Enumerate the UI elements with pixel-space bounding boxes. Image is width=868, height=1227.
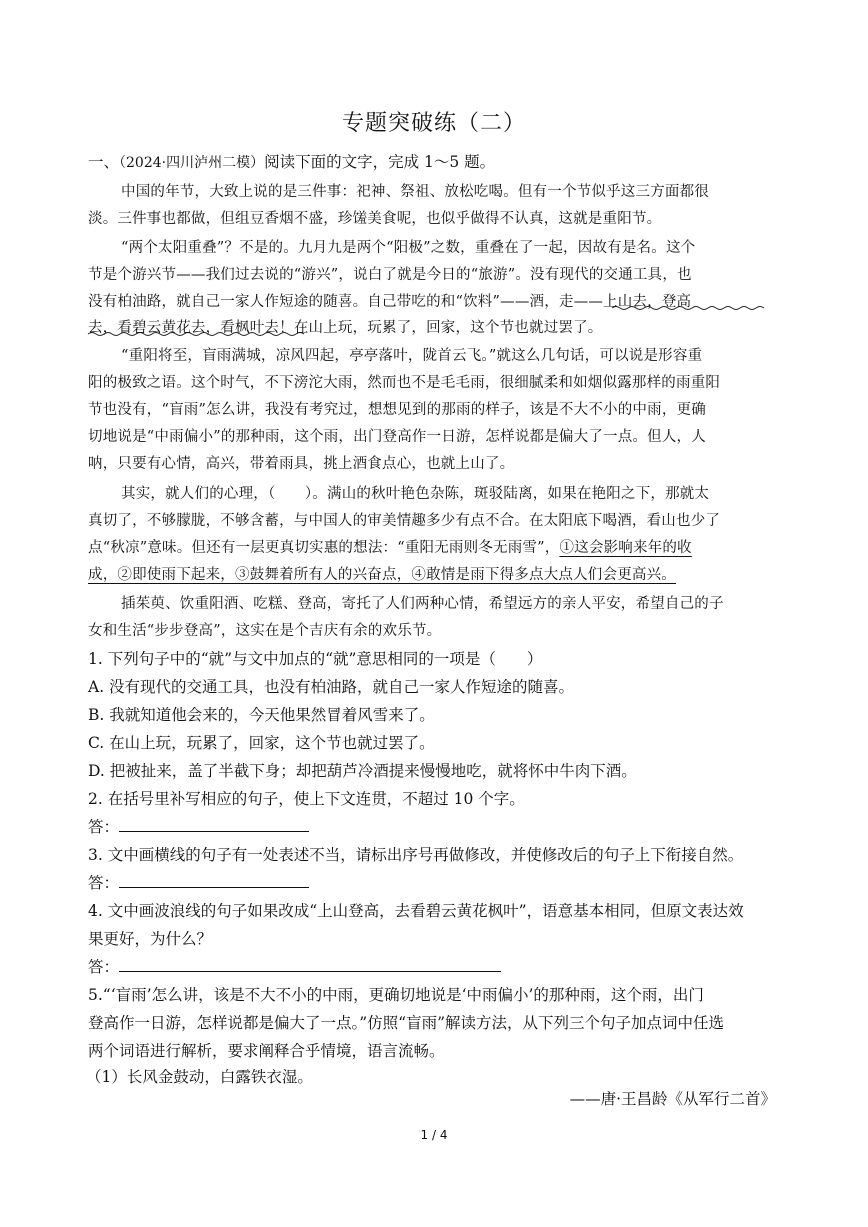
passage-line: 淡。三件事也都做，但组豆香烟不盛，珍馐美食呢，也似乎做得不认真，这就是重阳节。 bbox=[88, 211, 662, 227]
page-title: 专题突破练（二） bbox=[341, 111, 526, 136]
section-number: 一、 bbox=[88, 153, 120, 171]
page-number: 1 / 4 bbox=[420, 1128, 448, 1142]
answer-blank bbox=[119, 817, 309, 832]
question-1-option-b: B. 我就知道他会来的，今天他果然冒着风雪来了。 bbox=[88, 706, 435, 724]
answer-label: 答： bbox=[88, 958, 120, 976]
question-5-sentence-1: （1）长风金鼓动，白露铁衣湿。 bbox=[86, 1068, 313, 1086]
question-5: 5.“‘盲雨’怎么讲，该是不大不小的中雨，更确切地说是‘中雨偏小’的那种雨，这个雨，出门 bbox=[88, 986, 704, 1004]
passage-line: “两个太阳重叠”？不是的。九月九是两个“阳极”之数，重叠在了一起，因故有是名。这个 bbox=[121, 240, 696, 256]
underlined-sentence-part: 成，②即使雨下起来，③鼓舞着所有人的兴奋点，④敢情是雨下得多点大点人们会更高兴。 bbox=[88, 567, 676, 583]
answer-blank bbox=[119, 957, 501, 972]
question-3: 3. 文中画横线的句子有一处表述不当，请标出序号再做修改，并使修改后的句子上下衔接自然。 bbox=[88, 846, 744, 864]
source-label: （2024·四川泸州二模） bbox=[119, 155, 265, 171]
instruction-text: 阅读下面的文字，完成 1～5 题。 bbox=[264, 153, 496, 171]
passage-line: 其实，就人们的心理，（ ）。满山的秋叶艳色杂陈，斑驳陆离，如果在艳阳之下，那就太 bbox=[121, 486, 710, 502]
passage-line bbox=[88, 563, 676, 584]
passage-line: 插茱萸、饮重阳酒、吃糕、登高，寄托了人们两种心情，希望远方的亲人平安，希望自己的子 bbox=[121, 596, 724, 612]
answer-line bbox=[88, 871, 309, 893]
passage-text: 在山上玩，玩累了，回家，这个节也就过罢了。 bbox=[293, 320, 603, 336]
answer-label: 答： bbox=[88, 818, 120, 836]
passage-line: 女和生活“步步登高”，这实在是个吉庆有余的欢乐节。 bbox=[88, 623, 442, 639]
passage-line: 呐，只要有心情，高兴，带着雨具，挑上酒食点心，也就上山了。 bbox=[88, 456, 515, 472]
question-4: 4. 文中画波浪线的句子如果改成“上山登高，去看碧云黄花枫叶”，语意基本相同，但原文表达效 bbox=[88, 902, 744, 920]
question-4-continued: 果更好，为什么？ bbox=[88, 930, 213, 948]
question-5-continued: 登高作一日游，怎样说都是偏大了一点。”仿照“盲雨”解读方法，从下列三个句子加点词中任选 bbox=[88, 1014, 725, 1032]
underlined-sentence-part: ①这会影响来年的收 bbox=[559, 540, 692, 556]
passage-line: 真切了，不够朦胧，不够含蓄，与中国人的审美情趣多少有点不合。在太阳底下喝酒，看山也少了 bbox=[88, 513, 721, 529]
wavy-sentence-part: 走——上山去，登高 bbox=[558, 294, 692, 310]
section-intro bbox=[88, 150, 495, 172]
answer-line bbox=[88, 815, 309, 837]
answer-blank bbox=[119, 873, 309, 888]
passage-line: 切地说是“中雨偏小”的那种雨，这个雨，出门登高作一日游，怎样说都是偏大了一点。但人，人 bbox=[88, 429, 706, 445]
question-1: 1. 下列句子中的“就”与文中加点的“就”意思相同的一项是（ ） bbox=[88, 650, 543, 668]
passage-text: 没有柏油路，就自己一家人作短途的随喜。自己带吃的和“饮料”——酒， bbox=[88, 294, 559, 310]
passage-line: 节也没有，“盲雨”怎么讲，我没有考究过，想想见到的那雨的样子，该是不大不小的中雨，更确 bbox=[88, 402, 706, 418]
wavy-sentence-part: 去，看碧云黄花去，看枫叶去！ bbox=[88, 320, 294, 336]
answer-line bbox=[88, 955, 501, 977]
passage-line: 节是个游兴节——我们过去说的“游兴”，说白了就是今日的“旅游”。没有现代的交通工具，也 bbox=[88, 267, 692, 283]
passage-line bbox=[88, 290, 691, 311]
question-1-option-a: A. 没有现代的交通工具，也没有柏油路，就自己一家人作短途的随喜。 bbox=[88, 678, 575, 696]
passage-text: 点“秋凉”意味。但还有一层更真切实惠的想法：“重阳无雨则冬无雨雪”， bbox=[88, 540, 560, 556]
question-5-continued: 两个词语进行解析，要求阐释合乎情境，语言流畅。 bbox=[88, 1042, 445, 1060]
question-2: 2. 在括号里补写相应的句子，使上下文连贯，不超过 10 个字。 bbox=[88, 790, 525, 808]
passage-line: 中国的年节，大致上说的是三件事：祀神、祭祖、放松吃喝。但有一个节似乎这三方面都很 bbox=[121, 184, 709, 200]
sentence-attribution: ——唐·王昌龄《从军行二首》 bbox=[569, 1090, 776, 1108]
passage-line: 阳的极致之语。这个时气，不下滂沱大雨，然而也不是毛毛雨，很细腻柔和如烟似露那样的雨重阳 bbox=[88, 375, 721, 391]
passage-line bbox=[88, 536, 692, 557]
question-1-option-d: D. 把被扯来，盖了半截下身；却把葫芦冷酒提来慢慢地吃，就将怀中牛肉下酒。 bbox=[88, 762, 637, 780]
question-1-option-c: C. 在山上玩，玩累了，回家，这个节也就过罢了。 bbox=[88, 734, 435, 752]
passage-line: “重阳将至，盲雨满城，凉风四起，亭亭落叶，陇首云飞。”就这么几句话，可以说是形容重 bbox=[121, 348, 703, 364]
passage-line bbox=[88, 316, 603, 337]
answer-label: 答： bbox=[88, 874, 120, 892]
